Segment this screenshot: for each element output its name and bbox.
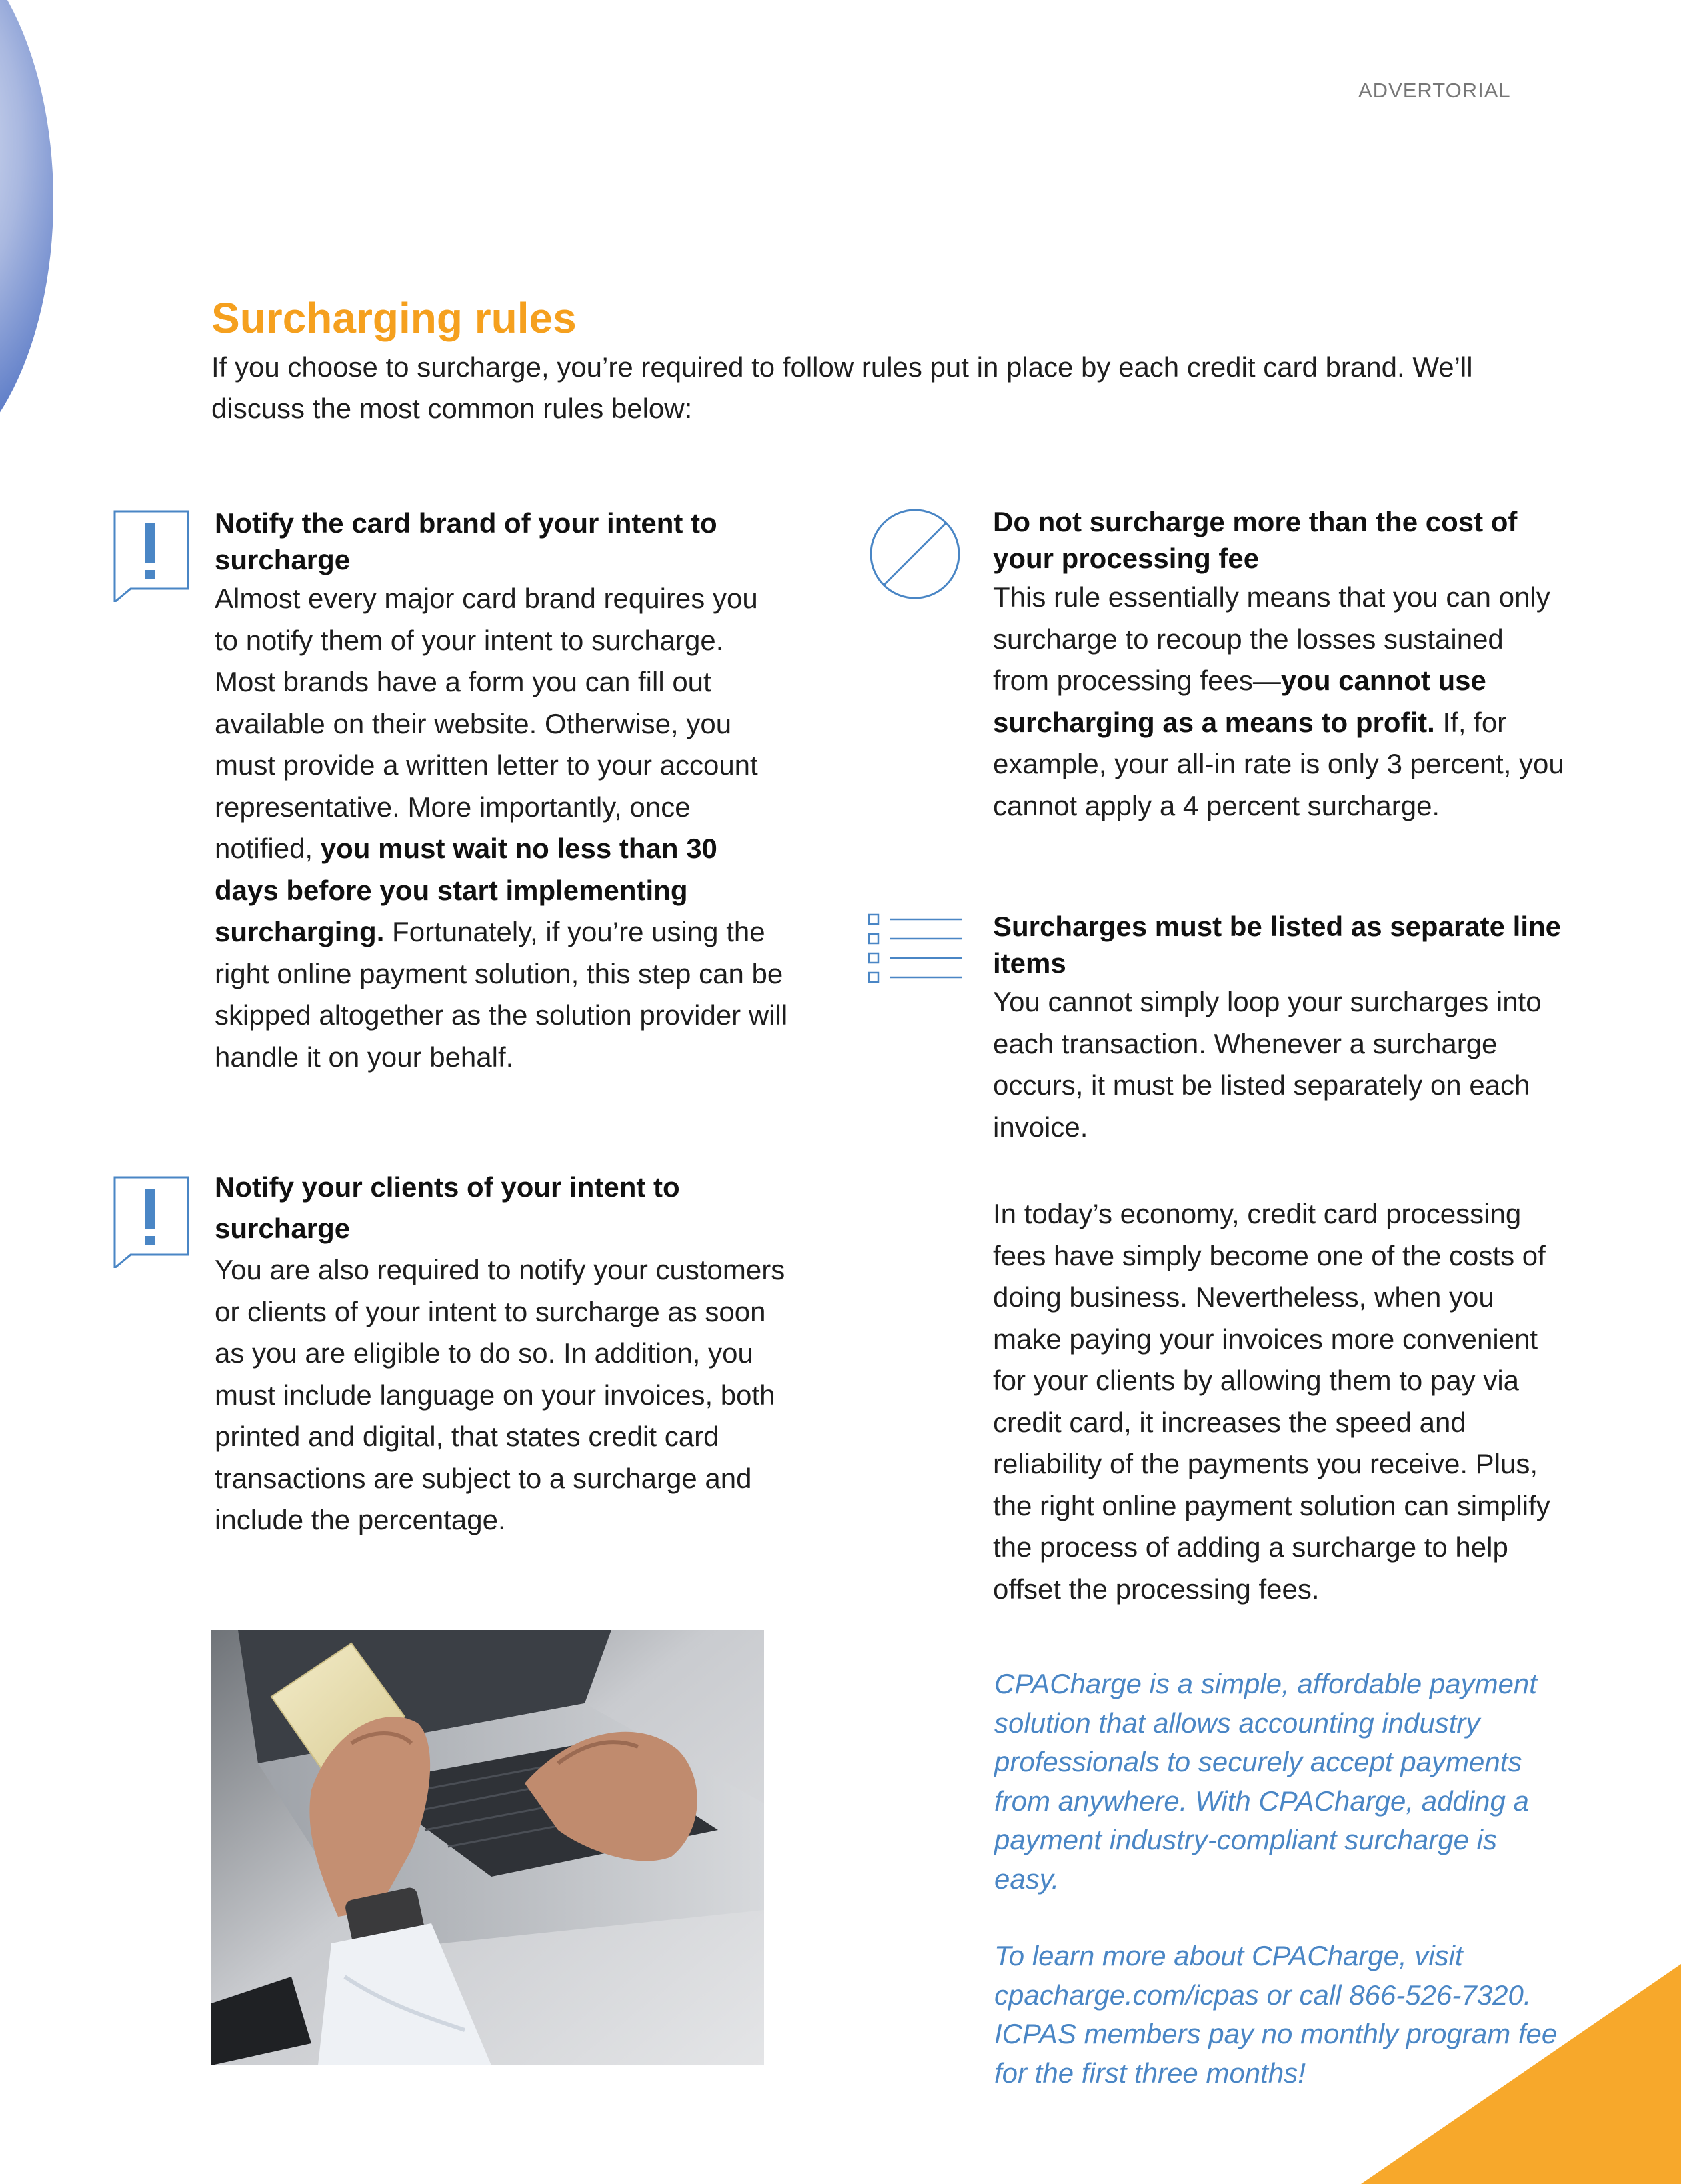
- rule-heading: Notify the card brand of your intent to surcharge: [215, 507, 717, 575]
- rule-notify-card-brand: [215, 505, 788, 1078]
- rule-max-surcharge: [993, 503, 1566, 827]
- page-title: Surcharging rules: [211, 294, 577, 342]
- rule-separate-line-items: [993, 908, 1566, 1148]
- promo-paragraph-1: CPACharge is a simple, affordable payment solution that allows accounting industry professionals to securely accept payments from anywhere. With CPACharge, adding a payment industry-compliant surcharge is easy.: [994, 1668, 1537, 1895]
- credit-card-laptop-photo: [211, 1630, 764, 2065]
- rule-heading: Surcharges must be listed as separate line items: [993, 911, 1562, 979]
- rule-body: Almost every major card brand requires you to notify them of your intent to surcharge. Most brands have a form you can fill out available on their website. Otherwise, you must provide a written letter to your account representative. More importantly, once notified, you must wait no less than 30 days before you start implementing surcharging. Fortunately, if you’re using the right online payment solution, this step can be skipped altogether as the solution provider will handle it on your behalf.: [215, 583, 788, 1073]
- rule-heading: Do not surcharge more than the cost of your processing fee: [993, 506, 1518, 574]
- decorative-photo-circle: [0, 0, 53, 480]
- closing-section: [993, 1193, 1566, 1610]
- checklist-icon: [868, 912, 964, 987]
- rule-body: You cannot simply loop your surcharges into each transaction. Whenever a surcharge occurs, it must be listed separately on each invoice.: [993, 986, 1542, 1143]
- prohibited-circle-icon: [868, 507, 962, 601]
- intro-paragraph: If you choose to surcharge, you’re required to follow rules put in place by each credit card brand. We’ll discuss the most common rules below:: [211, 351, 1473, 424]
- rule-body: You are also required to notify your customers or clients of your intent to surcharge as soon as you are eligible to do so. In addition, you must include language on your invoices, both printed and digital, that states credit card transactions are subject to a surcharge and include the percentage.: [215, 1254, 785, 1535]
- closing-paragraph: In today’s economy, credit card processing fees have simply become one of the costs of doing business. Nevertheless, when you make paying your invoices more convenient for your clients by allowing them to pay via credit card, it increases the speed and reliability of the payments you receive. Plus, the right online payment solution can simplify the process of adding a surcharge to help offset the processing fees.: [993, 1198, 1550, 1605]
- exclamation-speech-bubble-icon: [111, 1175, 191, 1268]
- rule-notify-clients: [215, 1167, 788, 1541]
- rule-body: This rule essentially means that you can only surcharge to recoup the losses sustained from processing fees—you cannot use surcharging as a means to profit. If, for example, your all-in rate is only 3 percent, you cannot apply a 4 percent surcharge.: [993, 581, 1564, 821]
- promo-paragraph-2: To learn more about CPACharge, visit cpacharge.com/icpas or call 866-526-7320. ICPAS members pay no monthly program fee for the first three months!: [994, 1940, 1558, 2089]
- exclamation-speech-bubble-icon: [111, 509, 191, 602]
- advertorial-label: ADVERTORIAL: [1358, 79, 1511, 102]
- rule-heading: Notify your clients of your intent to surcharge: [215, 1171, 680, 1244]
